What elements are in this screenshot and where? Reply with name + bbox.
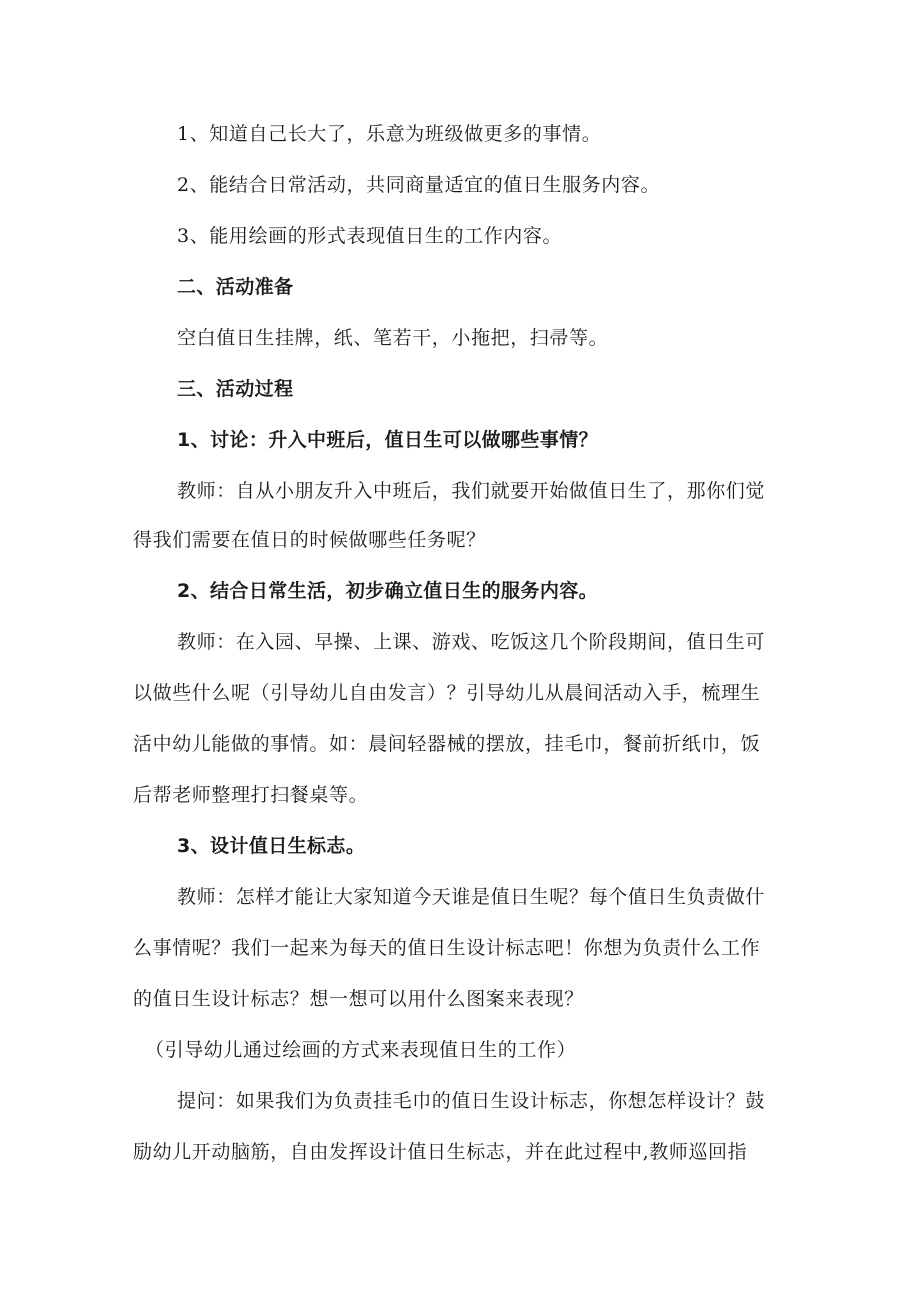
section-heading-process: 三、活动过程 [177,378,294,400]
step-2-title: 2、结合日常生活，初步确立值日生的服务内容。 [177,580,599,602]
section-heading-preparation: 二、活动准备 [177,276,294,298]
step-3-paragraph-line: 的值日生设计标志？想一想可以用什么图案来表现？ [133,988,584,1010]
step-1-paragraph-line: 得我们需要在值日的时候做哪些任务呢？ [133,529,486,551]
step-2-paragraph-line: 教师：在入园、早操、上课、游戏、吃饭这几个阶段期间，值日生可 [177,631,766,653]
step-2-paragraph-line: 以做些什么呢（引导幼儿自由发言）？引导幼儿从晨间活动入手，梳理生 [133,682,761,704]
preparation-text: 空白值日生挂牌，纸、笔若干，小拖把，扫帚等。 [177,327,609,349]
question-paragraph-line: 励幼儿开动脑筋，自由发挥设计值日生标志，并在此过程中,教师巡回指 [133,1141,748,1163]
step-3-title: 3、设计值日生标志。 [177,835,366,857]
objective-3: 3、能用绘画的形式表现值日生的工作内容。 [177,225,563,247]
objective-1: 1、知道自己长大了，乐意为班级做更多的事情。 [177,123,602,145]
step-3-paragraph-line: 么事情呢？我们一起来为每天的值日生设计标志吧！你想为负责什么工作 [133,937,761,959]
step-2-paragraph-line: 活中幼儿能做的事情。如：晨间轻器械的摆放，挂毛巾，餐前折纸巾，饭 [133,733,761,755]
step-2-paragraph-line: 后帮老师整理打扫餐桌等。 [133,784,369,806]
objective-2: 2、能结合日常活动，共同商量适宜的值日生服务内容。 [177,174,661,196]
step-3-paragraph-line: 教师：怎样才能让大家知道今天谁是值日生呢？每个值日生负责做什 [177,886,766,908]
step-1-paragraph-line: 教师：自从小朋友升入中班后，我们就要开始做值日生了，那你们觉 [177,480,766,502]
step-1-title: 1、讨论：升入中班后，值日生可以做哪些事情？ [177,429,599,451]
question-paragraph-line: 提问：如果我们为负责挂毛巾的值日生设计标志，你想怎样设计？鼓 [177,1090,766,1112]
step-3-note: （引导幼儿通过绘画的方式来表现值日生的工作） [145,1039,577,1061]
